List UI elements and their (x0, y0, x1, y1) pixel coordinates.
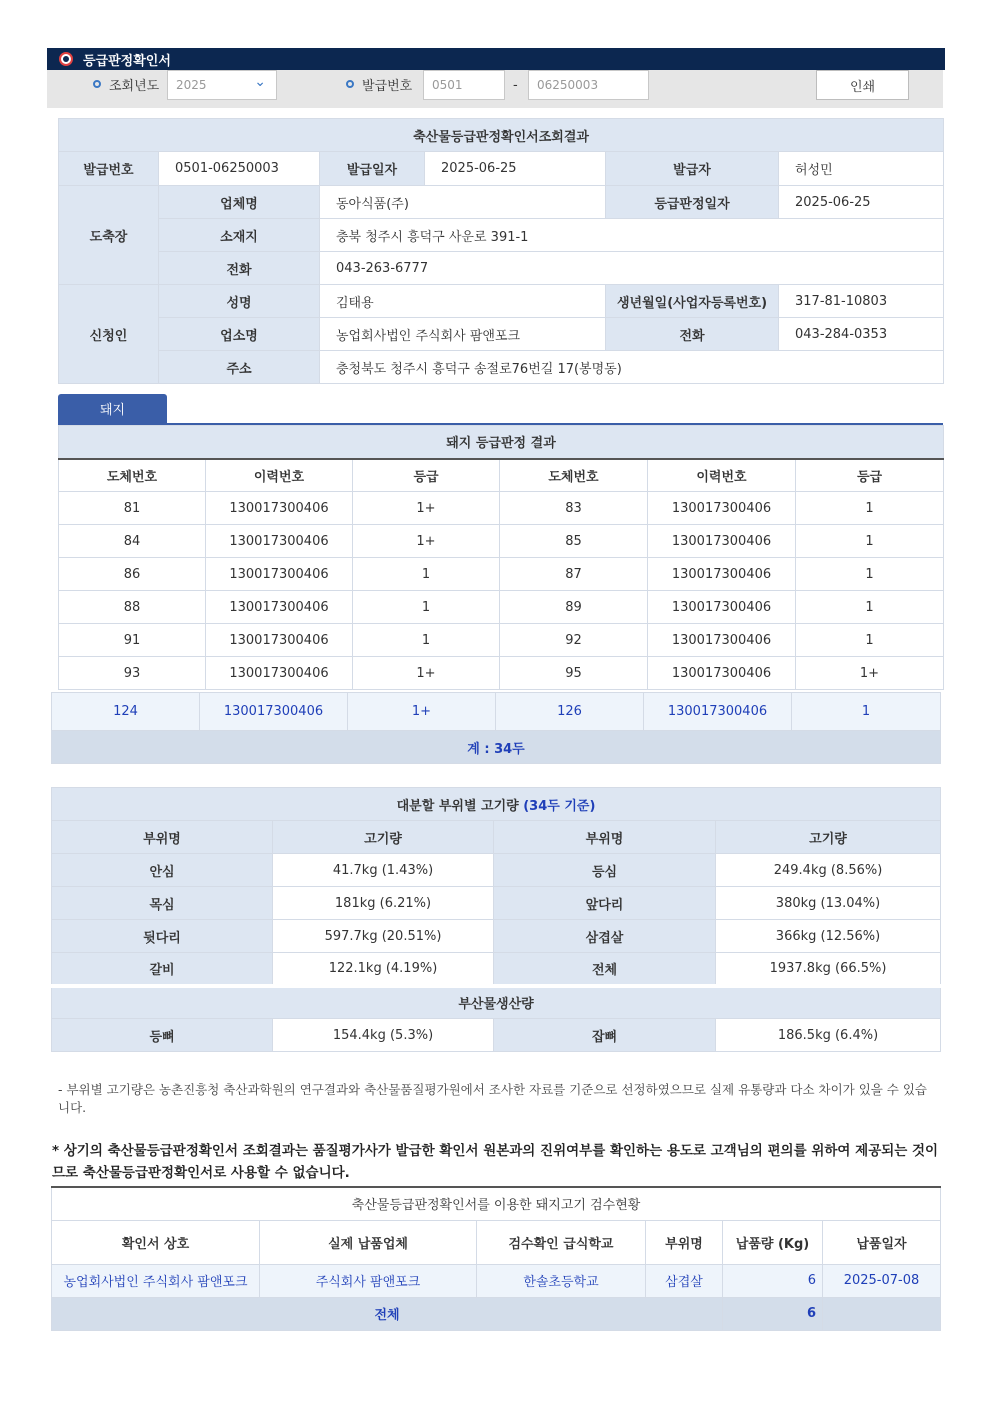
table-row (52, 953, 941, 986)
cell: 85 (500, 525, 648, 558)
cell: 130017300406 (648, 624, 796, 657)
cell: 130017300406 (206, 492, 353, 525)
cell: 1 (353, 591, 500, 624)
issue-date-label: 발급일자 (320, 152, 425, 185)
cell: 130017300406 (206, 624, 353, 657)
table-row (52, 1264, 941, 1297)
name-label: 성명 (159, 285, 320, 318)
name-value: 김태용 (320, 285, 606, 318)
cell: 130017300406 (648, 657, 796, 690)
cell: 2025-07-08 (823, 1264, 941, 1297)
grade-total: 계 : 34두 (52, 731, 941, 764)
inspection-title: 축산물등급판정확인서를 이용한 돼지고기 검수현황 (52, 1187, 941, 1220)
issue-date-cell (320, 152, 606, 186)
cell: 1+ (353, 492, 500, 525)
shop-phone-label: 전화 (606, 318, 779, 351)
year-select[interactable] (167, 70, 277, 100)
cell: 삼겹살 (646, 1264, 723, 1297)
cell: 1937.8kg (66.5%) (716, 953, 941, 986)
cell: 전체 (494, 953, 716, 986)
emblem-icon (59, 52, 73, 66)
cell: 89 (500, 591, 648, 624)
shop-label: 업소명 (159, 318, 320, 351)
cell: 81 (59, 492, 206, 525)
cell: 124 (52, 693, 200, 731)
grade-header-carcass: 도체번호 (59, 459, 206, 492)
table-row (52, 854, 941, 887)
cell: 130017300406 (648, 591, 796, 624)
slaughter-label: 도축장 (59, 186, 159, 285)
cell: 농업회사법인 주식회사 팜앤포크 (52, 1264, 260, 1297)
cell: 잡뼈 (494, 1019, 716, 1052)
cell: 1+ (353, 657, 500, 690)
year-label-wrap (93, 73, 159, 95)
inspection-header: 납품량 (Kg) (723, 1220, 823, 1264)
cell: 삼겹살 (494, 920, 716, 953)
print-button[interactable]: 인쇄 (816, 70, 909, 100)
inspection-header: 확인서 상호 (52, 1220, 260, 1264)
grade-result-table (58, 425, 944, 690)
cell: 1 (796, 492, 944, 525)
table-row (52, 887, 941, 920)
cell: 1 (796, 558, 944, 591)
cell: 130017300406 (206, 591, 353, 624)
cell: 130017300406 (648, 525, 796, 558)
page-titlebar (47, 48, 945, 70)
cell: 86 (59, 558, 206, 591)
cell: 1+ (353, 525, 500, 558)
disclaimer: * 상기의 축산물등급판정확인서 조회결과는 품질평가사가 발급한 확인서 원본과의 진위여부를 확인하는 용도로 고객님의 편의를 위하여 제공되는 것이므로 축산물등급판정확인서로 사용할 수 없습니다. (52, 1143, 939, 1181)
inspection-table (51, 1186, 941, 1331)
cuts-header-amount: 고기량 (273, 821, 494, 854)
grade-header-trace: 이력번호 (648, 459, 796, 492)
cell: 1 (792, 693, 941, 731)
inspection-header: 납품일자 (823, 1220, 941, 1264)
table-row (59, 624, 944, 657)
cuts-note: - 부위별 고기량은 농촌진흥청 축산과학원의 연구결과와 축산물품질평가원에서 조사한 자료를 기준으로 선정하였으므로 실제 유통량과 다소 차이가 있을 수 있습니다. (58, 1082, 928, 1115)
cell: 130017300406 (644, 693, 792, 731)
cell: 249.4kg (8.56%) (716, 854, 941, 887)
cell: 87 (500, 558, 648, 591)
birth-label: 생년월일(사업자등록번호) (606, 285, 779, 318)
issue-label-wrap (346, 73, 412, 95)
bullet-icon (346, 80, 354, 88)
certificate-info-table (58, 118, 944, 384)
table-row (59, 558, 944, 591)
shop-value: 농업회사법인 주식회사 팜앤포크 (320, 318, 606, 351)
cell: 181kg (6.21%) (273, 887, 494, 920)
inspection-total-label: 전체 (52, 1297, 723, 1330)
page-title: 등급판정확인서 (83, 53, 171, 69)
table-row (52, 693, 941, 731)
issue-label: 발급번호 (362, 78, 413, 94)
grade-header-trace: 이력번호 (206, 459, 353, 492)
inspection-header: 검수확인 급식학교 (477, 1220, 646, 1264)
location-label: 소재지 (159, 219, 320, 252)
table-row (59, 525, 944, 558)
cell: 122.1kg (4.19%) (273, 953, 494, 986)
grade-date-value: 2025-06-25 (779, 186, 944, 219)
cuts-header-amount: 고기량 (716, 821, 941, 854)
company-label: 업체명 (159, 186, 320, 219)
inspection-header: 실제 납품업체 (260, 1220, 477, 1264)
cell: 88 (59, 591, 206, 624)
cell: 앞다리 (494, 887, 716, 920)
inspection-header-row (52, 1220, 941, 1264)
table-row (52, 1019, 941, 1052)
grade-last-rows-table (51, 692, 941, 764)
grade-header-row (59, 459, 944, 492)
cell: 안심 (52, 854, 273, 887)
cell: 597.7kg (20.51%) (273, 920, 494, 953)
table-row (59, 492, 944, 525)
issue-no-label: 발급번호 (59, 152, 159, 186)
cell: 41.7kg (1.43%) (273, 854, 494, 887)
cuts-title-basis: (34두 기준) (523, 798, 596, 814)
table-row (59, 591, 944, 624)
tab-pig[interactable]: 돼지 (58, 394, 167, 423)
addr-value: 충청북도 청주시 흥덕구 송절로76번길 17(봉명동) (320, 351, 944, 384)
cell: 130017300406 (200, 693, 348, 731)
cell: 1 (796, 591, 944, 624)
shop-phone-value: 043-284-0353 (779, 318, 944, 351)
company-value: 동아식품(주) (320, 186, 606, 219)
year-value: 2025 (176, 78, 207, 92)
cell: 126 (496, 693, 644, 731)
issue-date-value: 2025-06-25 (441, 161, 517, 176)
cell: 84 (59, 525, 206, 558)
issuer-value: 허성민 (779, 152, 944, 186)
cell: 154.4kg (5.3%) (273, 1019, 494, 1052)
cell: 130017300406 (206, 558, 353, 591)
grade-header-grade: 등급 (353, 459, 500, 492)
inspection-total-empty (823, 1297, 941, 1330)
grade-header-carcass: 도체번호 (500, 459, 648, 492)
inspection-total-value: 6 (723, 1297, 823, 1330)
cell: 186.5kg (6.4%) (716, 1019, 941, 1052)
cell: 130017300406 (206, 657, 353, 690)
cell: 1 (353, 558, 500, 591)
table-row (52, 920, 941, 953)
cuts-title (52, 788, 941, 821)
cell: 1 (796, 624, 944, 657)
cell: 6 (723, 1264, 823, 1297)
issue-prefix-input[interactable] (423, 70, 505, 100)
info-table-title: 축산물등급판정확인서조회결과 (59, 119, 944, 152)
cuts-header-part: 부위명 (494, 821, 716, 854)
cell: 380kg (13.04%) (716, 887, 941, 920)
cell: 130017300406 (648, 558, 796, 591)
issue-prefix-value: 0501 (432, 78, 463, 92)
cell: 95 (500, 657, 648, 690)
cell: 주식회사 팜앤포크 (260, 1264, 477, 1297)
cell: 366kg (12.56%) (716, 920, 941, 953)
table-row (59, 657, 944, 690)
cell: 92 (500, 624, 648, 657)
year-label: 조회년도 (109, 78, 160, 94)
cuts-title-main: 대분할 부위별 고기량 (396, 798, 519, 814)
cuts-table (51, 787, 941, 1052)
grade-header-grade: 등급 (796, 459, 944, 492)
issue-number-value: 06250003 (537, 78, 599, 92)
cell: 83 (500, 492, 648, 525)
byproduct-title: 부산물생산량 (52, 986, 941, 1019)
phone-value: 043-263-6777 (320, 252, 944, 285)
cell: 130017300406 (648, 492, 796, 525)
cell: 등뼈 (52, 1019, 273, 1052)
phone-label: 전화 (159, 252, 320, 285)
cell: 1+ (796, 657, 944, 690)
issuer-label: 발급자 (606, 152, 779, 186)
bullet-icon (93, 80, 101, 88)
cell: 1+ (348, 693, 496, 731)
location-value: 충북 청주시 흥덕구 사운로 391-1 (320, 219, 944, 252)
issue-no-value: 0501-06250003 (159, 152, 320, 186)
cell: 93 (59, 657, 206, 690)
cell: 갈비 (52, 953, 273, 986)
addr-label: 주소 (159, 351, 320, 384)
cell: 한솔초등학교 (477, 1264, 646, 1297)
cell: 뒷다리 (52, 920, 273, 953)
grade-table-title: 돼지 등급판정 결과 (59, 426, 944, 459)
cell: 등심 (494, 854, 716, 887)
applicant-label: 신청인 (59, 285, 159, 384)
cell: 목심 (52, 887, 273, 920)
cell: 91 (59, 624, 206, 657)
issue-number-input[interactable] (528, 70, 649, 100)
cell: 130017300406 (206, 525, 353, 558)
birth-value: 317-81-10803 (779, 285, 944, 318)
cuts-header-part: 부위명 (52, 821, 273, 854)
cell: 1 (796, 525, 944, 558)
issue-dash: - (513, 78, 518, 93)
grade-date-label: 등급판정일자 (606, 186, 779, 219)
cell: 1 (353, 624, 500, 657)
inspection-header: 부위명 (646, 1220, 723, 1264)
